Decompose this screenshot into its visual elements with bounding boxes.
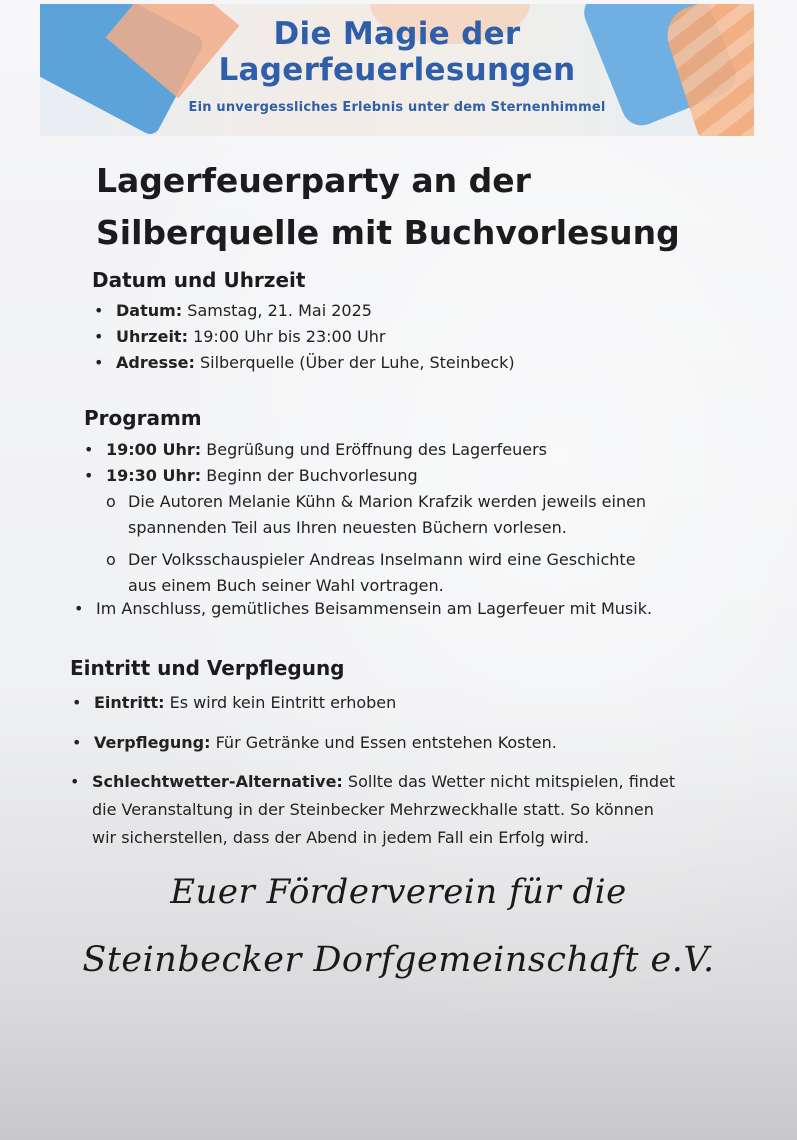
- list-item: [70, 768, 676, 852]
- item-value: wir sicherstellen, dass der Abend in jedem Fall ein Erfolg wird.: [92, 828, 590, 847]
- banner-subtitle: Ein unvergessliches Erlebnis unter dem Sternenhimmel: [188, 100, 606, 115]
- item-label: Verpflegung:: [94, 733, 211, 752]
- banner-title-line1: Die Magie der: [273, 16, 521, 52]
- datum-list: [94, 298, 515, 376]
- item-value: 19:00 Uhr bis 23:00 Uhr: [193, 327, 386, 346]
- bullet-icon: •: [94, 301, 104, 320]
- programm-heading: Programm: [84, 406, 202, 430]
- event-title: [96, 155, 746, 259]
- item-value: Sollte das Wetter nicht mitspielen, findet: [347, 772, 676, 791]
- programm-list: [84, 437, 547, 489]
- programm-closing-list: [74, 596, 653, 622]
- item-value: die Veranstaltung in der Steinbecker Mehrzweckhalle statt. So können: [92, 800, 654, 819]
- bullet-icon: •: [70, 772, 80, 791]
- signature-line1: Euer Förderverein für die: [170, 872, 627, 912]
- signature-line2: Steinbecker Dorfgemeinschaft e.V.: [82, 940, 715, 980]
- item-value: Beginn der Buchvorlesung: [206, 466, 418, 485]
- item-label: Datum:: [116, 301, 183, 320]
- list-item: [84, 437, 547, 463]
- bullet-icon: •: [74, 599, 84, 618]
- bullet-icon: •: [84, 466, 94, 485]
- subitem-line: aus einem Buch seiner Wahl vortragen.: [128, 576, 444, 595]
- list-item: [72, 690, 675, 716]
- programm-sublist: [106, 489, 647, 599]
- banner-title-line2: Lagerfeuerlesungen: [218, 52, 576, 88]
- eintritt-list: [70, 690, 676, 852]
- circle-bullet-icon: o: [106, 550, 116, 569]
- item-label: Adresse:: [116, 353, 195, 372]
- item-label: 19:30 Uhr:: [106, 466, 202, 485]
- event-title-line1: Lagerfeuerparty an der: [96, 161, 531, 200]
- bullet-icon: •: [72, 693, 82, 712]
- item-value: Für Getränke und Essen entstehen Kosten.: [215, 733, 557, 752]
- bullet-icon: •: [94, 327, 104, 346]
- bullet-icon: •: [72, 733, 82, 752]
- list-item: [94, 350, 515, 376]
- bullet-icon: •: [84, 440, 94, 459]
- item-label: Schlechtwetter-Alternative:: [92, 772, 343, 791]
- item-label: Uhrzeit:: [116, 327, 188, 346]
- eintritt-heading: Eintritt und Verpflegung: [70, 656, 345, 680]
- item-value: Im Anschluss, gemütliches Beisammensein am Lagerfeuer mit Musik.: [96, 599, 653, 618]
- sub-list-item: [106, 547, 646, 573]
- event-title-line2: Silberquelle mit Buchvorlesung: [96, 213, 680, 252]
- sub-list-item: [106, 489, 647, 515]
- list-item: [74, 596, 653, 622]
- item-label: 19:00 Uhr:: [106, 440, 202, 459]
- banner-title: [40, 16, 754, 88]
- header-banner: [40, 4, 754, 136]
- item-value: Silberquelle (Über der Luhe, Steinbeck): [199, 353, 515, 372]
- bullet-icon: •: [94, 353, 104, 372]
- list-item: [94, 324, 515, 350]
- subitem-line: spannenden Teil aus Ihren neuesten Büchern vorlesen.: [128, 518, 567, 537]
- list-item: [72, 730, 675, 756]
- item-value: Es wird kein Eintritt erhoben: [169, 693, 397, 712]
- list-item: [84, 463, 547, 489]
- item-label: Eintritt:: [94, 693, 165, 712]
- datum-heading: Datum und Uhrzeit: [92, 268, 306, 292]
- circle-bullet-icon: o: [106, 492, 116, 511]
- subitem-line: Der Volksschauspieler Andreas Inselmann wird eine Geschichte: [128, 550, 636, 569]
- subitem-line: Die Autoren Melanie Kühn & Marion Krafzik werden jeweils einen: [128, 492, 647, 511]
- item-value: Begrüßung und Eröffnung des Lagerfeuers: [206, 440, 547, 459]
- list-item: [94, 298, 515, 324]
- item-value: Samstag, 21. Mai 2025: [187, 301, 372, 320]
- sub-list-item-cont: [128, 515, 646, 541]
